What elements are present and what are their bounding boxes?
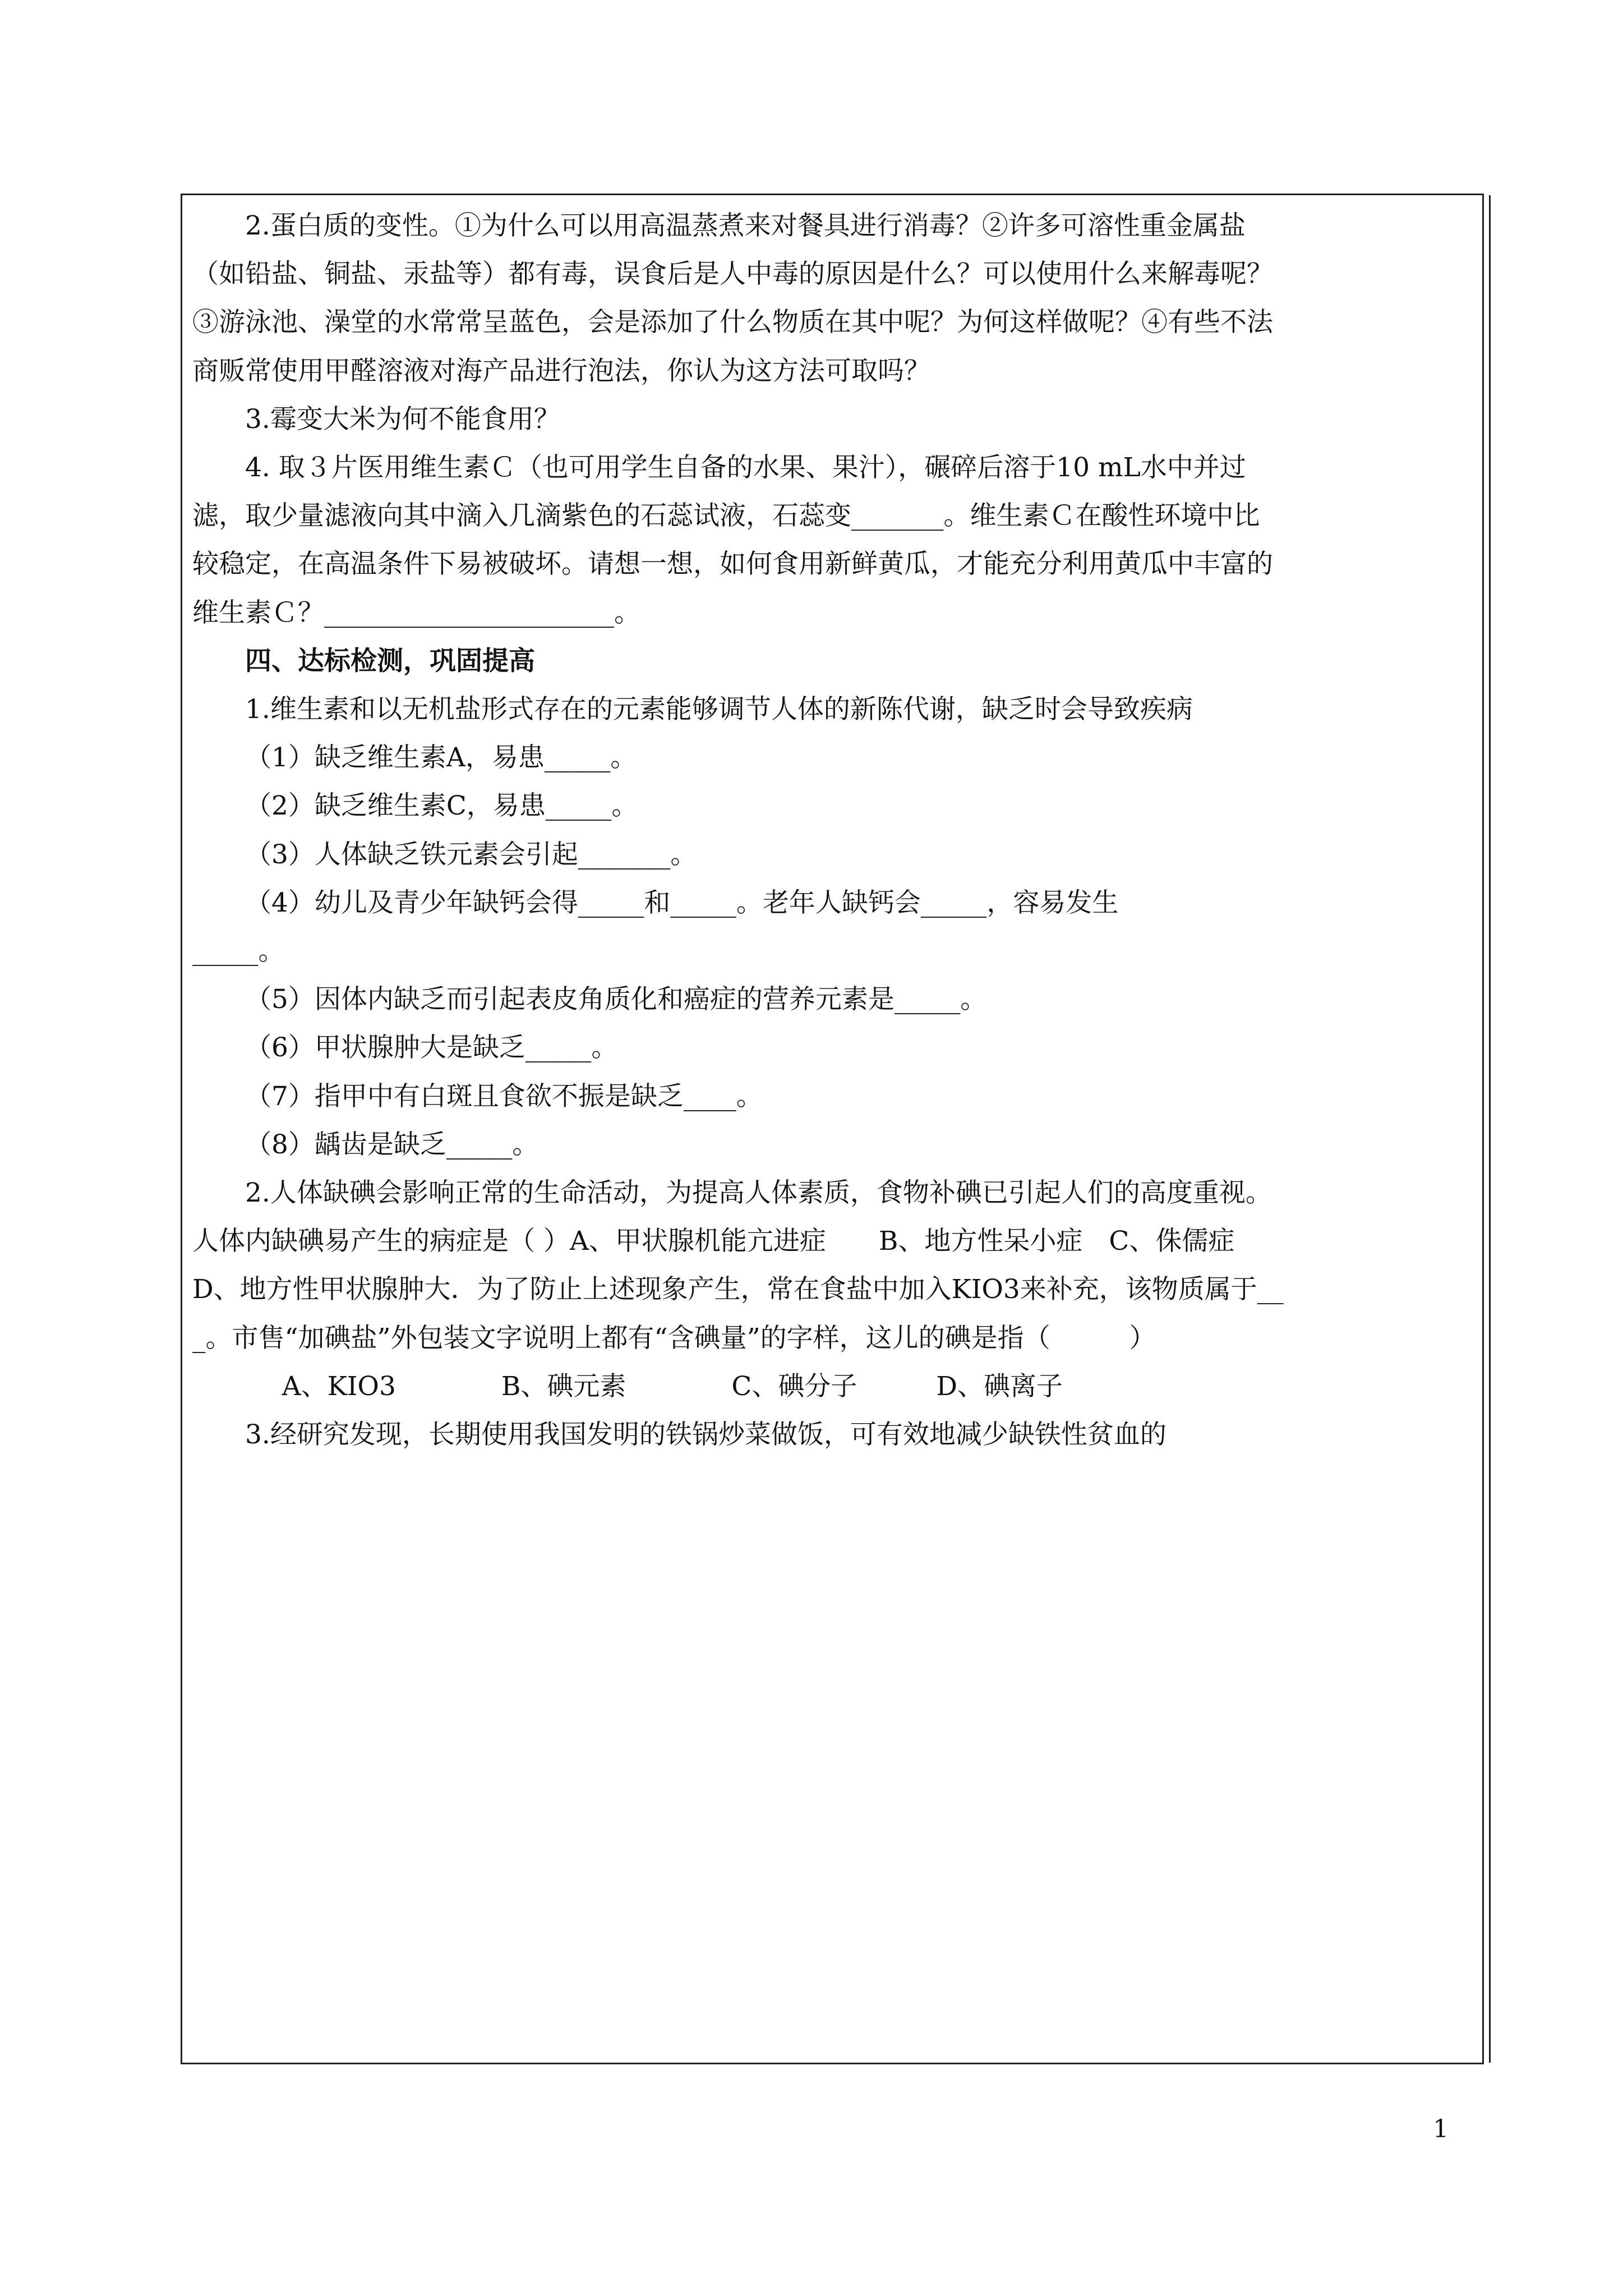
question-2: 2.蛋白质的变性。①为什么可以用高温蒸煮来对餐具进行消毒？②许多可溶性重金属盐（如铅盐、铜盐、汞盐等）都有毒，误食后是人中毒的原因是什么？可以使用什么来解毒呢？③游泳池、澡堂的水常常呈蓝色，会是添加了什么物质在其中呢？为何这样做呢？④有些不法商贩常使用甲醛溶液对海产品进行泡法，你认为这方法可取吗？ — [192, 210, 1273, 386]
test-1-item: （8）龋齿是缺乏_____。 — [245, 1129, 539, 1160]
section-heading: 四、达标检测，巩固提高 — [245, 645, 535, 677]
test-2-options: A、KIO3 B、碘元素 C、碘分子 D、碘离子 — [282, 1370, 1063, 1402]
table-column-rule — [1489, 195, 1491, 2063]
test-1-item: （4）幼儿及青少年缺钙会得_____和_____。老年人缺钙会_____，容易发生 — [245, 887, 1119, 918]
test-1-item: （7）指甲中有白斑且食欲不振是缺乏____。 — [245, 1080, 763, 1112]
test-1-item: （5）因体内缺乏而引起表皮角质化和癌症的营养元素是_____。 — [245, 984, 987, 1015]
test-1-item: （3）人体缺乏铁元素会引起_______。 — [245, 839, 697, 870]
test-3: 3.经研究发现，长期使用我国发明的铁锅炒菜做饭，可有效地减少缺铁性贫血的 — [245, 1419, 1166, 1451]
test-2: 2.人体缺碘会影响正常的生命活动，为提高人体素质，食物补碘已引起人们的高度重视。人体内缺碘易产生的病症是（ ）A、甲状腺机能亢进症 B、地方性呆小症 C、侏儒症 D、地方性甲状腺肿大．为了防止上述现象产生，常在食盐中加入KIO3来补充，该物质属于___。市售“加碘盐”外包装文字说明上都有“含碘量”的字样，这儿的碘是指（ ） — [192, 1177, 1284, 1354]
test-1-item: （2）缺乏维生素C，易患_____。 — [245, 790, 638, 822]
test-1-item: （6）甲状腺肿大是缺乏_____。 — [245, 1032, 618, 1064]
page-number: 1 — [1433, 2115, 1449, 2143]
question-3: 3.霉变大米为何不能食用？ — [245, 403, 560, 435]
test-1-item: （1）缺乏维生素A，易患_____。 — [245, 742, 637, 774]
test-1-intro: 1.维生素和以无机盐形式存在的元素能够调节人体的新陈代谢，缺乏时会导致疾病 — [245, 694, 1193, 725]
test-1-item-continuation: _____。 — [192, 936, 285, 967]
document-body — [192, 202, 1286, 1459]
question-4: 4. 取３片医用维生素Ｃ（也可用学生自备的水果、果汁），碾碎后溶于10 mL水中并过滤，取少量滤液向其中滴入几滴紫色的石蕊试液，石蕊变_______。维生素Ｃ在酸性环境中比较稳定，在高温条件下易被破坏。请想一想，如何食用新鲜黄瓜，才能充分利用黄瓜中丰富的维生素Ｃ？______________________。 — [192, 452, 1273, 628]
